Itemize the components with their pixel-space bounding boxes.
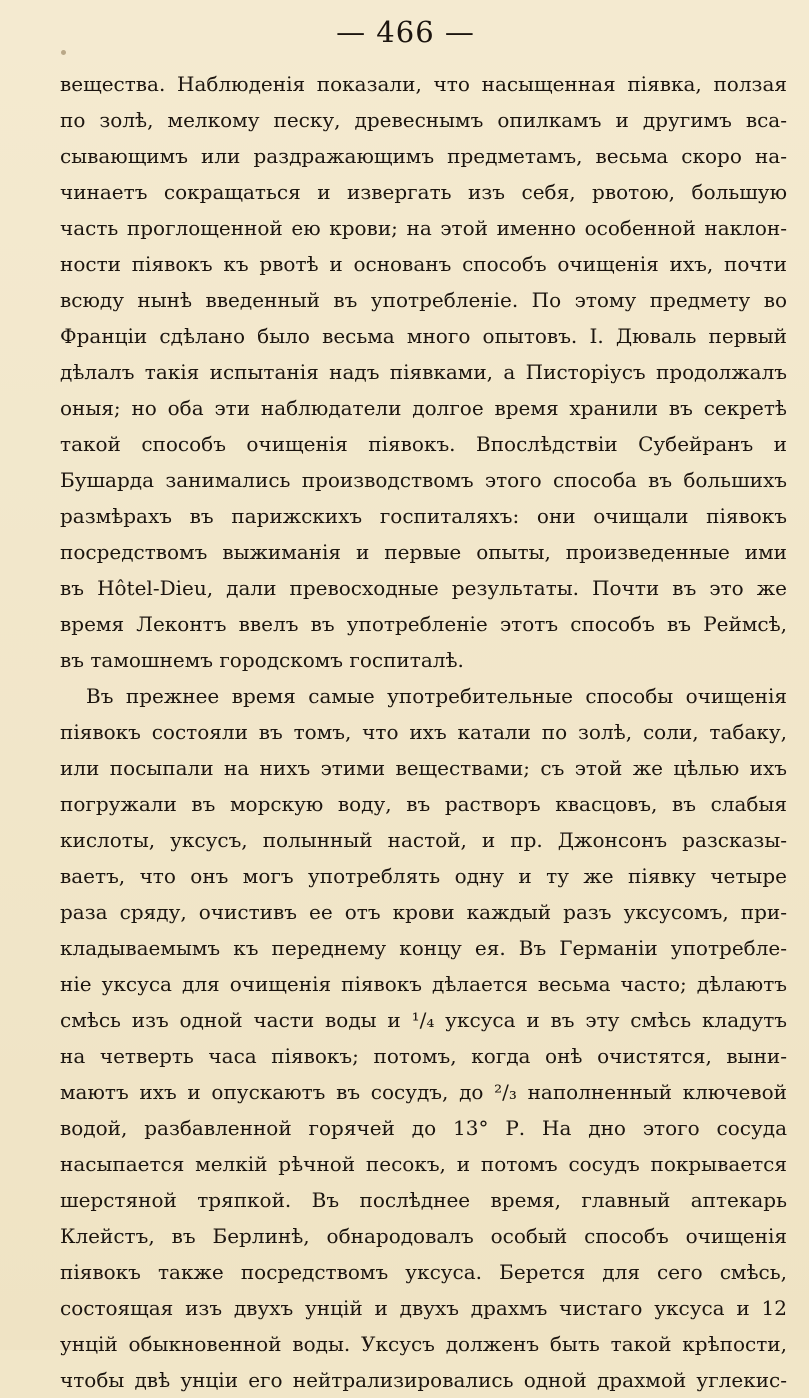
text-line: унцій обыкновенной воды. Уксусъ долженъ быть такой крѣпости, bbox=[60, 1332, 787, 1356]
text-line: оныя; но оба эти наблюдатели долгое время хранили въ секретѣ bbox=[60, 396, 787, 420]
text-line: часть проглощенной ею крови; на этой именно особенной наклон- bbox=[60, 216, 787, 240]
text-line: чтобы двѣ унціи его нейтрализировались одной драхмой углекис- bbox=[60, 1368, 787, 1392]
text-line: состоящая изъ двухъ унцій и двухъ драхмъ чистаго уксуса и 12 bbox=[60, 1296, 787, 1320]
text-line: кислоты, уксусъ, полынный настой, и пр. Джонсонъ разсказы- bbox=[60, 828, 787, 852]
text-line: погружали въ морскую воду, въ растворъ квасцовъ, въ слабыя bbox=[60, 792, 787, 816]
page-number: — 466 — bbox=[336, 15, 475, 49]
text-line: Бушарда занимались производствомъ этого способа въ большихъ bbox=[60, 468, 787, 492]
text-line: піявокъ также посредствомъ уксуса. Берется для сего смѣсь, bbox=[60, 1260, 787, 1284]
text-line: ности піявокъ къ рвотѣ и основанъ способъ очищенія ихъ, почти bbox=[60, 252, 787, 276]
text-line: на четверть часа піявокъ; потомъ, когда онѣ очистятся, выни- bbox=[60, 1044, 787, 1068]
text-line: Клейстъ, въ Берлинѣ, обнародовалъ особый способъ очищенія bbox=[60, 1224, 787, 1248]
text-line: въ Hôtel-Dieu, дали превосходные результаты. Почти въ это же bbox=[60, 576, 787, 600]
text-line: шерстяной тряпкой. Въ послѣднее время, главный аптекарь bbox=[60, 1188, 787, 1212]
text-line: посредствомъ выжиманія и первые опыты, произведенные ими bbox=[60, 540, 787, 564]
text-line: размѣрахъ въ парижскихъ госпиталяхъ: они очищали піявокъ bbox=[60, 504, 787, 528]
text-line: дѣлалъ такія испытанія надъ піявками, а Писторіусъ продолжалъ bbox=[60, 360, 787, 384]
text-line: Въ прежнее время самые употребительные способы очищенія bbox=[86, 684, 787, 708]
ink-speck bbox=[61, 50, 66, 55]
paragraph-1 bbox=[60, 66, 787, 678]
text-line: всюду нынѣ введенный въ употребленіе. По этому предмету во bbox=[60, 288, 787, 312]
text-line: вещества. Наблюденія показали, что насыщенная піявка, ползая bbox=[60, 72, 787, 96]
text-line: кладываемымъ къ переднему концу ея. Въ Германіи употребле- bbox=[60, 936, 787, 960]
text-line: ніе уксуса для очищенія піявокъ дѣлается весьма часто; дѣлаютъ bbox=[60, 972, 787, 996]
text-line: маютъ ихъ и опускаютъ въ сосудъ, до ²/₃ наполненный ключевой bbox=[60, 1080, 787, 1104]
text-line: такой способъ очищенія піявокъ. Впослѣдствіи Субейранъ и bbox=[60, 432, 787, 456]
text-line: насыпается мелкій рѣчной песокъ, и потомъ сосудъ покрывается bbox=[60, 1152, 787, 1176]
text-line: по золѣ, мелкому песку, древеснымъ опилкамъ и другимъ вса- bbox=[60, 108, 787, 132]
text-line: или посыпали на нихъ этими веществами; съ этой же цѣлью ихъ bbox=[60, 756, 787, 780]
text-line: сывающимъ или раздражающимъ предметамъ, весьма скоро на- bbox=[60, 144, 787, 168]
text-line: чинаетъ сокращаться и извергать изъ себя, рвотою, большую bbox=[60, 180, 787, 204]
paragraph-2 bbox=[60, 678, 787, 1398]
text-line: въ тамошнемъ городскомъ госпиталѣ. bbox=[60, 648, 464, 672]
text-line: смѣсь изъ одной части воды и ¹/₄ уксуса и въ эту смѣсь кладутъ bbox=[60, 1008, 787, 1032]
text-line: раза сряду, очистивъ ее отъ крови каждый разъ уксусомъ, при- bbox=[60, 900, 787, 924]
text-line: время Леконтъ ввелъ въ употребленіе этотъ способъ въ Реймсѣ, bbox=[60, 612, 787, 636]
text-line: піявокъ состояли въ томъ, что ихъ катали по золѣ, соли, табаку, bbox=[60, 720, 787, 744]
text-line: Франціи сдѣлано было весьма много опытовъ. І. Дюваль первый bbox=[60, 324, 787, 348]
text-line: ваетъ, что онъ могъ употреблять одну и ту же піявку четыре bbox=[60, 864, 787, 888]
text-line: водой, разбавленной горячей до 13° Р. На дно этого сосуда bbox=[60, 1116, 787, 1140]
